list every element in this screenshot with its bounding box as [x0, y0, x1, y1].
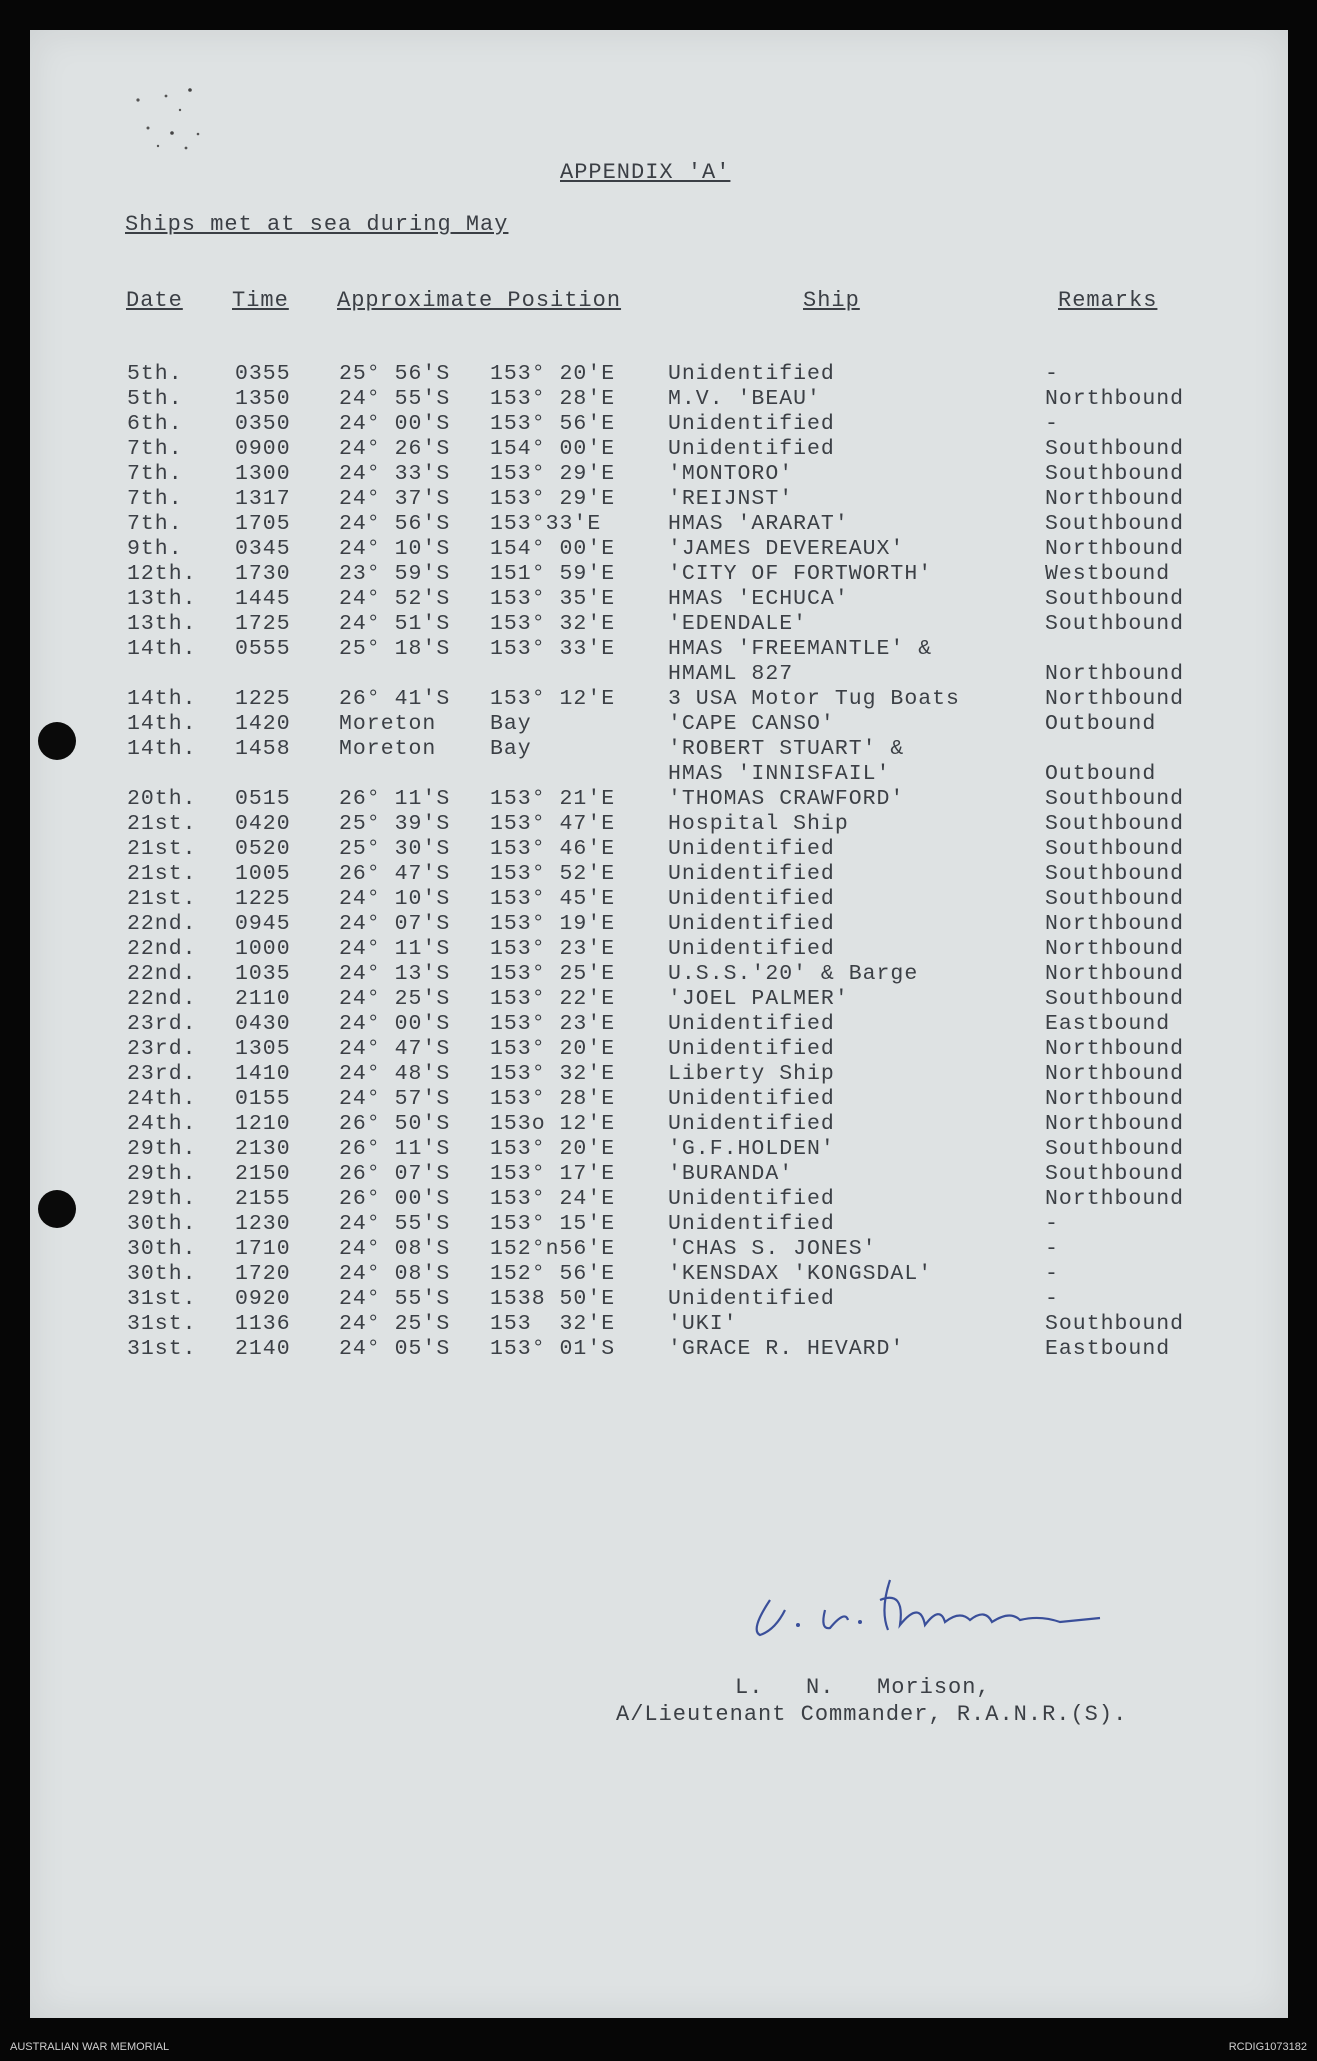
cell-ship: 'ROBERT STUART' & — [668, 737, 905, 761]
cell-time: 1005 — [235, 862, 291, 886]
cell-lat: 24° 25'S — [339, 987, 451, 1011]
cell-time: 1445 — [235, 587, 291, 611]
footer-archive-label: AUSTRALIAN WAR MEMORIAL — [10, 2041, 170, 2053]
cell-time: 1420 — [235, 712, 291, 736]
cell-remarks: - — [1045, 1287, 1059, 1311]
table-row — [30, 412, 1288, 437]
cell-lat: 24° 55'S — [339, 387, 451, 411]
cell-lat: 24° 07'S — [339, 912, 451, 936]
cell-ship: Unidentified — [668, 862, 835, 886]
cell-remarks: - — [1045, 1262, 1059, 1286]
cell-lon: 153° 01'S — [490, 1337, 616, 1361]
cell-remarks: Southbound — [1045, 512, 1185, 536]
cell-date: 12th. — [127, 562, 197, 586]
cell-time: 1300 — [235, 462, 291, 486]
cell-lat: 24° 00'S — [339, 412, 451, 436]
cell-ship: 'THOMAS CRAWFORD' — [668, 787, 905, 811]
table-row — [30, 787, 1288, 812]
table-row — [30, 1112, 1288, 1137]
cell-time: 1710 — [235, 1237, 291, 1261]
cell-lat: 26° 00'S — [339, 1187, 451, 1211]
cell-time: 0520 — [235, 837, 291, 861]
table-row — [30, 537, 1288, 562]
cell-ship: 'MONTORO' — [668, 462, 794, 486]
cell-date: 30th. — [127, 1237, 197, 1261]
cell-time: 1305 — [235, 1037, 291, 1061]
cell-date: 29th. — [127, 1187, 197, 1211]
cell-lon: 153° 52'E — [490, 862, 616, 886]
cell-time: 0945 — [235, 912, 291, 936]
cell-ship: Unidentified — [668, 437, 835, 461]
cell-remarks: Southbound — [1045, 862, 1185, 886]
handwritten-signature — [730, 1570, 1110, 1650]
table-row — [30, 1262, 1288, 1287]
cell-time: 1035 — [235, 962, 291, 986]
cell-date: 5th. — [127, 387, 183, 411]
cell-remarks: Northbound — [1045, 687, 1185, 711]
header-position: Approximate Position — [337, 288, 622, 313]
cell-date: 30th. — [127, 1212, 197, 1236]
cell-lon: 153° 12'E — [490, 687, 616, 711]
cell-date: 29th. — [127, 1137, 197, 1161]
cell-remarks: Northbound — [1045, 1112, 1185, 1136]
cell-time: 0355 — [235, 362, 291, 386]
cell-ship: Unidentified — [668, 887, 835, 911]
cell-lat: 24° 00'S — [339, 1012, 451, 1036]
cell-date: 21st. — [127, 887, 197, 911]
cell-lon: 153° 20'E — [490, 1137, 616, 1161]
cell-lon: 153° 24'E — [490, 1187, 616, 1211]
cell-lon: 153° 45'E — [490, 887, 616, 911]
cell-remarks: Southbound — [1045, 1137, 1185, 1161]
table-row — [30, 887, 1288, 912]
cell-ship: Unidentified — [668, 1012, 835, 1036]
cell-lon: 153° 56'E — [490, 412, 616, 436]
table-row — [30, 1037, 1288, 1062]
table-row — [30, 662, 1288, 687]
cell-lat: 24° 08'S — [339, 1237, 451, 1261]
cell-remarks: Outbound — [1045, 762, 1157, 786]
cell-time: 1458 — [235, 737, 291, 761]
cell-lon: 153o 12'E — [490, 1112, 616, 1136]
cell-time: 1725 — [235, 612, 291, 636]
cell-ship: Unidentified — [668, 1187, 835, 1211]
cell-ship: 'KENSDAX 'KONGSDAL' — [668, 1262, 933, 1286]
cell-date: 6th. — [127, 412, 183, 436]
table-row — [30, 1137, 1288, 1162]
table-row — [30, 912, 1288, 937]
cell-lat: 24° 55'S — [339, 1287, 451, 1311]
table-row — [30, 562, 1288, 587]
cell-ship: Hospital Ship — [668, 812, 849, 836]
cell-lat: 24° 11'S — [339, 937, 451, 961]
cell-date: 30th. — [127, 1262, 197, 1286]
table-row — [30, 1287, 1288, 1312]
cell-lat: 24° 10'S — [339, 537, 451, 561]
cell-remarks: Southbound — [1045, 787, 1185, 811]
cell-time: 1705 — [235, 512, 291, 536]
cell-lat: 25° 30'S — [339, 837, 451, 861]
cell-ship: HMAS 'ARARAT' — [668, 512, 849, 536]
cell-lon: Bay — [490, 737, 532, 761]
cell-remarks: - — [1045, 1237, 1059, 1261]
cell-remarks: Westbound — [1045, 562, 1171, 586]
header-remarks: Remarks — [1058, 288, 1158, 313]
table-row — [30, 762, 1288, 787]
cell-lon: 153° 20'E — [490, 362, 616, 386]
cell-remarks: Eastbound — [1045, 1012, 1171, 1036]
cell-time: 1225 — [235, 687, 291, 711]
cell-time: 1225 — [235, 887, 291, 911]
cell-lon: 153° 23'E — [490, 937, 616, 961]
cell-remarks: - — [1045, 362, 1059, 386]
cell-lat: 24° 52'S — [339, 587, 451, 611]
cell-date: 20th. — [127, 787, 197, 811]
cell-time: 0555 — [235, 637, 291, 661]
cell-ship: 'EDENDALE' — [668, 612, 808, 636]
paper-specks — [128, 88, 228, 178]
cell-ship: Unidentified — [668, 412, 835, 436]
cell-time: 2140 — [235, 1337, 291, 1361]
cell-ship: Unidentified — [668, 362, 835, 386]
cell-time: 1410 — [235, 1062, 291, 1086]
cell-lon: 153° 29'E — [490, 462, 616, 486]
cell-time: 2155 — [235, 1187, 291, 1211]
header-ship: Ship — [803, 288, 860, 313]
cell-remarks: Northbound — [1045, 662, 1185, 686]
cell-remarks: - — [1045, 412, 1059, 436]
cell-lon: 153° 20'E — [490, 1037, 616, 1061]
cell-date: 7th. — [127, 512, 183, 536]
cell-date: 24th. — [127, 1112, 197, 1136]
table-row — [30, 487, 1288, 512]
cell-lat: 24° 08'S — [339, 1262, 451, 1286]
cell-lon: 153° 29'E — [490, 487, 616, 511]
cell-remarks: Eastbound — [1045, 1337, 1171, 1361]
cell-date: 23rd. — [127, 1062, 197, 1086]
cell-time: 2110 — [235, 987, 291, 1011]
cell-lat: 24° 51'S — [339, 612, 451, 636]
cell-date: 22nd. — [127, 912, 197, 936]
cell-remarks: Southbound — [1045, 437, 1185, 461]
cell-lon: Bay — [490, 712, 532, 736]
cell-ship: 'JOEL PALMER' — [668, 987, 849, 1011]
table-row — [30, 512, 1288, 537]
table-row — [30, 462, 1288, 487]
cell-ship: HMAS 'FREEMANTLE' & — [668, 637, 933, 661]
cell-ship: Unidentified — [668, 1287, 835, 1311]
cell-lat: 24° 13'S — [339, 962, 451, 986]
table-row — [30, 362, 1288, 387]
cell-lat: 24° 05'S — [339, 1337, 451, 1361]
table-row — [30, 1337, 1288, 1362]
cell-ship: 'JAMES DEVEREAUX' — [668, 537, 905, 561]
cell-lat: 24° 26'S — [339, 437, 451, 461]
cell-ship: 'CHAS S. JONES' — [668, 1237, 877, 1261]
cell-lat: 24° 48'S — [339, 1062, 451, 1086]
cell-date: 21st. — [127, 862, 197, 886]
table-row — [30, 712, 1288, 737]
table-row — [30, 1062, 1288, 1087]
cell-date: 14th. — [127, 712, 197, 736]
cell-remarks: - — [1045, 1212, 1059, 1236]
cell-ship: Unidentified — [668, 837, 835, 861]
cell-ship: 'CITY OF FORTWORTH' — [668, 562, 933, 586]
cell-lon: 153° 32'E — [490, 1062, 616, 1086]
cell-remarks: Northbound — [1045, 387, 1185, 411]
table-row — [30, 987, 1288, 1012]
cell-ship: 'G.F.HOLDEN' — [668, 1137, 835, 1161]
table-row — [30, 687, 1288, 712]
table-row — [30, 1312, 1288, 1337]
cell-date: 22nd. — [127, 962, 197, 986]
ships-table — [30, 362, 1288, 1362]
cell-lon: 153° 17'E — [490, 1162, 616, 1186]
cell-lat: 24° 37'S — [339, 487, 451, 511]
cell-ship: 'BURANDA' — [668, 1162, 794, 1186]
cell-date: 31st. — [127, 1337, 197, 1361]
cell-lat: 24° 55'S — [339, 1212, 451, 1236]
cell-lon: 153° 21'E — [490, 787, 616, 811]
cell-date: 13th. — [127, 612, 197, 636]
cell-time: 0420 — [235, 812, 291, 836]
cell-lat: 24° 33'S — [339, 462, 451, 486]
cell-ship: HMAML 827 — [668, 662, 794, 686]
cell-date: 14th. — [127, 737, 197, 761]
table-row — [30, 837, 1288, 862]
cell-lat: 24° 56'S — [339, 512, 451, 536]
cell-time: 0430 — [235, 1012, 291, 1036]
footer-record-id: RCDIG1073182 — [1228, 2041, 1307, 2053]
cell-remarks: Northbound — [1045, 1062, 1185, 1086]
table-row — [30, 437, 1288, 462]
cell-remarks: Northbound — [1045, 1087, 1185, 1111]
cell-ship: 'REIJNST' — [668, 487, 794, 511]
cell-date: 5th. — [127, 362, 183, 386]
cell-lat: 26° 11'S — [339, 1137, 451, 1161]
cell-lon: 153° 15'E — [490, 1212, 616, 1236]
cell-ship: Unidentified — [668, 1212, 835, 1236]
cell-lat: 24° 25'S — [339, 1312, 451, 1336]
cell-time: 1317 — [235, 487, 291, 511]
cell-lat: 26° 50'S — [339, 1112, 451, 1136]
cell-remarks: Southbound — [1045, 812, 1185, 836]
table-row — [30, 962, 1288, 987]
cell-ship: 'GRACE R. HEVARD' — [668, 1337, 905, 1361]
cell-date: 21st. — [127, 837, 197, 861]
cell-remarks: Northbound — [1045, 1037, 1185, 1061]
cell-remarks: Northbound — [1045, 912, 1185, 936]
cell-remarks: Southbound — [1045, 612, 1185, 636]
cell-remarks: Northbound — [1045, 962, 1185, 986]
cell-ship: M.V. 'BEAU' — [668, 387, 821, 411]
cell-date: 14th. — [127, 637, 197, 661]
cell-lat: 24° 57'S — [339, 1087, 451, 1111]
cell-lon: 153°33'E — [490, 512, 602, 536]
cell-date: 22nd. — [127, 987, 197, 1011]
cell-date: 31st. — [127, 1287, 197, 1311]
table-row — [30, 937, 1288, 962]
cell-time: 0345 — [235, 537, 291, 561]
cell-time: 0515 — [235, 787, 291, 811]
cell-ship: Unidentified — [668, 1087, 835, 1111]
cell-lat: 25° 39'S — [339, 812, 451, 836]
cell-time: 0155 — [235, 1087, 291, 1111]
table-row — [30, 1237, 1288, 1262]
document-subtitle: Ships met at sea during May — [125, 212, 509, 237]
cell-lon: 152°n56'E — [490, 1237, 616, 1261]
cell-lon: 153° 22'E — [490, 987, 616, 1011]
cell-lat: 26° 07'S — [339, 1162, 451, 1186]
cell-date: 14th. — [127, 687, 197, 711]
cell-lat: 24° 10'S — [339, 887, 451, 911]
cell-lon: 153° 32'E — [490, 612, 616, 636]
cell-lon: 153° 19'E — [490, 912, 616, 936]
cell-lon: 154° 00'E — [490, 537, 616, 561]
cell-remarks: Northbound — [1045, 487, 1185, 511]
cell-lat: 25° 56'S — [339, 362, 451, 386]
cell-date: 9th. — [127, 537, 183, 561]
cell-time: 1350 — [235, 387, 291, 411]
cell-ship: Unidentified — [668, 937, 835, 961]
header-time: Time — [232, 288, 289, 313]
cell-ship: 'CAPE CANSO' — [668, 712, 835, 736]
cell-ship: HMAS 'INNISFAIL' — [668, 762, 891, 786]
cell-date: 13th. — [127, 587, 197, 611]
cell-lat: 25° 18'S — [339, 637, 451, 661]
cell-lat: 24° 47'S — [339, 1037, 451, 1061]
cell-date: 29th. — [127, 1162, 197, 1186]
cell-remarks: Northbound — [1045, 937, 1185, 961]
cell-date: 24th. — [127, 1087, 197, 1111]
table-row — [30, 1187, 1288, 1212]
signatory-name: L. N. Morison, — [735, 1675, 991, 1700]
cell-remarks: Southbound — [1045, 587, 1185, 611]
table-row — [30, 1087, 1288, 1112]
cell-date: 23rd. — [127, 1037, 197, 1061]
cell-lon: 152° 56'E — [490, 1262, 616, 1286]
cell-lat: 23° 59'S — [339, 562, 451, 586]
cell-date: 7th. — [127, 437, 183, 461]
signatory-rank: A/Lieutenant Commander, R.A.N.R.(S). — [616, 1702, 1128, 1727]
cell-date: 23rd. — [127, 1012, 197, 1036]
cell-lon: 153° 47'E — [490, 812, 616, 836]
cell-ship: HMAS 'ECHUCA' — [668, 587, 849, 611]
table-row — [30, 637, 1288, 662]
cell-ship: Unidentified — [668, 1037, 835, 1061]
cell-ship: U.S.S.'20' & Barge — [668, 962, 919, 986]
cell-lon: 153° 28'E — [490, 1087, 616, 1111]
table-row — [30, 812, 1288, 837]
cell-lat: 26° 41'S — [339, 687, 451, 711]
cell-lon: 153° 23'E — [490, 1012, 616, 1036]
cell-time: 0920 — [235, 1287, 291, 1311]
cell-date: 7th. — [127, 487, 183, 511]
cell-lon: 1538 50'E — [490, 1287, 616, 1311]
cell-lon: 153° 28'E — [490, 387, 616, 411]
cell-remarks: Southbound — [1045, 837, 1185, 861]
cell-remarks: Northbound — [1045, 537, 1185, 561]
cell-remarks: Southbound — [1045, 887, 1185, 911]
punch-hole-bottom — [38, 1190, 76, 1228]
cell-lon: 153° 46'E — [490, 837, 616, 861]
punch-hole-top — [38, 722, 76, 760]
table-row — [30, 737, 1288, 762]
cell-date: 7th. — [127, 462, 183, 486]
cell-time: 1230 — [235, 1212, 291, 1236]
cell-remarks: Southbound — [1045, 462, 1185, 486]
cell-remarks: Outbound — [1045, 712, 1157, 736]
cell-time: 2130 — [235, 1137, 291, 1161]
cell-remarks: Southbound — [1045, 1312, 1185, 1336]
cell-lon: 153° 25'E — [490, 962, 616, 986]
cell-lon: 153° 35'E — [490, 587, 616, 611]
table-row — [30, 1012, 1288, 1037]
cell-date: 31st. — [127, 1312, 197, 1336]
cell-time: 1000 — [235, 937, 291, 961]
cell-lat: Moreton — [339, 737, 437, 761]
cell-time: 0900 — [235, 437, 291, 461]
cell-lat: 26° 47'S — [339, 862, 451, 886]
document-page — [30, 30, 1288, 2018]
cell-remarks: Southbound — [1045, 1162, 1185, 1186]
cell-time: 0350 — [235, 412, 291, 436]
cell-time: 1730 — [235, 562, 291, 586]
cell-lon: 153 32'E — [490, 1312, 616, 1336]
cell-lon: 153° 33'E — [490, 637, 616, 661]
cell-time: 2150 — [235, 1162, 291, 1186]
cell-remarks: Southbound — [1045, 987, 1185, 1011]
cell-ship: Unidentified — [668, 912, 835, 936]
table-row — [30, 587, 1288, 612]
cell-ship: Unidentified — [668, 1112, 835, 1136]
table-row — [30, 862, 1288, 887]
cell-time: 1210 — [235, 1112, 291, 1136]
cell-lon: 154° 00'E — [490, 437, 616, 461]
cell-date: 21st. — [127, 812, 197, 836]
appendix-title: APPENDIX 'A' — [560, 160, 731, 185]
table-row — [30, 387, 1288, 412]
cell-ship: 'UKI' — [668, 1312, 738, 1336]
header-date: Date — [126, 288, 183, 313]
cell-lat: 26° 11'S — [339, 787, 451, 811]
cell-time: 1136 — [235, 1312, 291, 1336]
cell-ship: Liberty Ship — [668, 1062, 835, 1086]
cell-remarks: Northbound — [1045, 1187, 1185, 1211]
table-row — [30, 1162, 1288, 1187]
table-row — [30, 1212, 1288, 1237]
cell-ship: 3 USA Motor Tug Boats — [668, 687, 960, 711]
table-row — [30, 612, 1288, 637]
cell-lat: Moreton — [339, 712, 437, 736]
cell-lon: 151° 59'E — [490, 562, 616, 586]
cell-time: 1720 — [235, 1262, 291, 1286]
cell-date: 22nd. — [127, 937, 197, 961]
